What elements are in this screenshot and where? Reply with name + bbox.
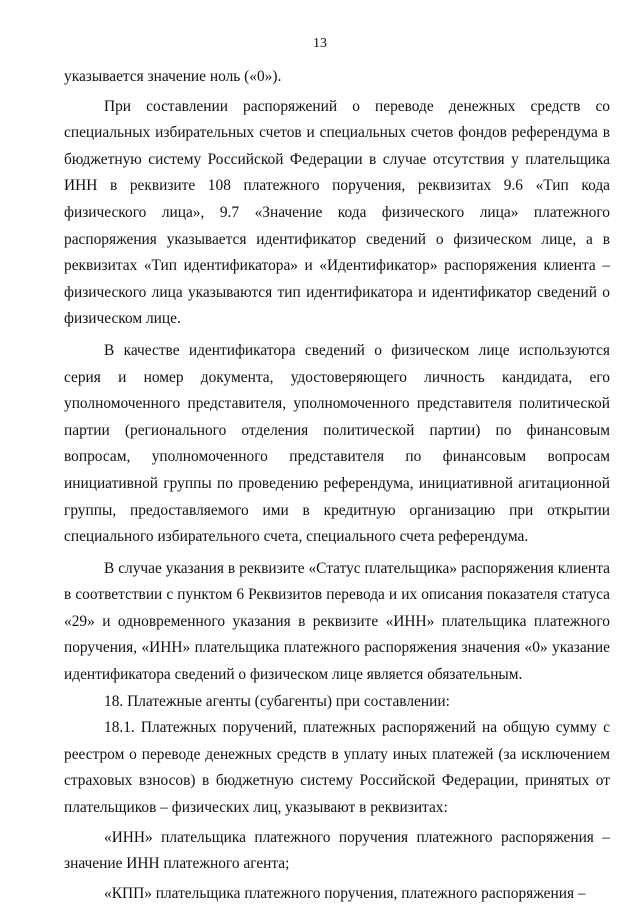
page-number: 13 xyxy=(313,36,327,51)
paragraph-kpp-requisite: «КПП» плательщика платежного поручения, платежного распоряжения – xyxy=(104,884,586,902)
document-body xyxy=(64,64,610,907)
paragraph-item-18: 18. Платежные агенты (субагенты) при составлении: xyxy=(104,692,450,710)
paragraph-inn-requisite: «ИНН» плательщика платежного поручения платежного распоряжения – значение ИНН платежного агента; xyxy=(64,828,610,873)
paragraph-item-18-1: 18.1. Платежных поручений, платежных распоряжений на общую сумму с реестром о переводе денежных средств в уплату иных платежей (за исключением страховых взносов) в бюджетную систему Российской Федерации, принятых от плательщиков – физических лиц, указывают в реквизитах: xyxy=(64,719,610,817)
paragraph-continuation: указывается значение ноль («0»). xyxy=(64,68,282,85)
paragraph-status-29: В случае указания в реквизите «Статус плательщика» распоряжения клиента в соответствии с пунктом 6 Реквизитов перевода и их описания показателя статуса «29» и одновременного указания в реквизите «ИНН» плательщика платежного поручения, «ИНН» плательщика платежного распоряжения значения «0» указание идентификатора сведений о физическом лице является обязательным. xyxy=(64,559,610,684)
paragraph-identifier-docs: В качестве идентификатора сведений о физическом лице используются серия и номер документа, удостоверяющего личность кандидата, его уполномоченного представителя, уполномоченного представителя политической партии (регионального отделения политической партии) по финансовым вопросам, уполномоченного представителя по финансовым вопросам инициативной группы по проведению референдума, инициативной агитационной группы, предоставляемого ими в кредитную организацию при открытии специального избирательного счета, специального счета референдума. xyxy=(64,341,610,546)
paragraph-special-accounts: При составлении распоряжений о переводе денежных средств со специальных избирательных счетов и специальных счетов фондов референдума в бюджетную систему Российской Федерации в случае отсутствия у плательщика ИНН в реквизите 108 платежного поручения, реквизитах 9.6 «Тип кода физического лица», 9.7 «Значение кода физического лица» платежного распоряжения указывается идентификатор сведений о физическом лице, а в реквизитах «Тип идентификатора» и «Идентификатор» распоряжения клиента – физического лица указываются тип идентификатора и идентификатор сведений о физическом лице. xyxy=(64,97,610,328)
